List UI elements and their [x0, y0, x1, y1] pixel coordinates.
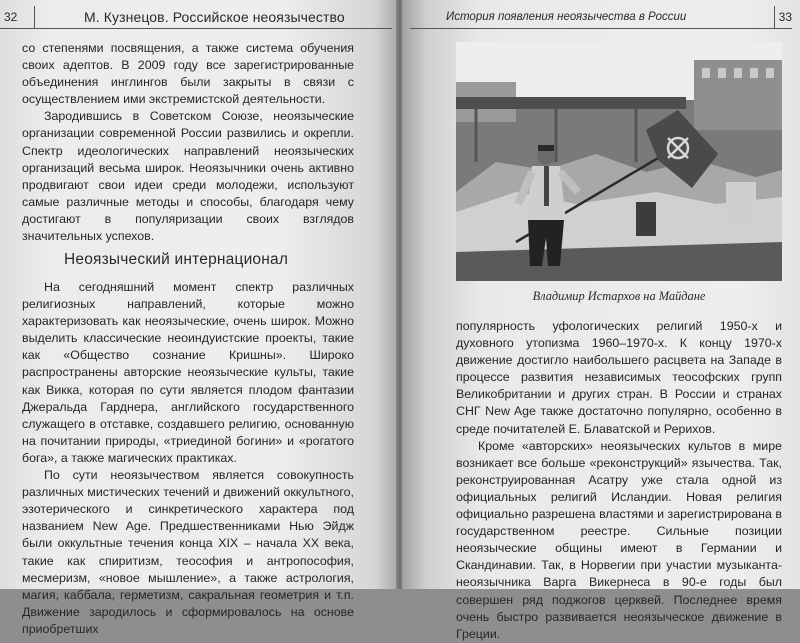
- paragraph: По сути неоязычеством является совокупность различных мистических течений и движений оккультного, эзотерического и синкретического характера под названием New Age. Предшественниками Нью Эйдж были оккультные течения конца XIX – начала XX века, такие как спиритизм, теософия и антропософия, месмеризм, «новое мышление», а также астрология, магия, каббала, герметизм, сакральная геометрия и т.п. Движение зародилось и сформировалось на основе приобретших: [22, 468, 354, 636]
- paragraph: На сегодняшний момент спектр различных религиозных направлений, которые можно характеризовать как неоязыческие, очень широк. Можно выделить классические неоиндуистские проекты, такие как «Общество сознание Кришны». Широко распространены авторские неоязыческие культы, такие как Викка, которая по сути является плодом фантазии Джеральда Гарднера, английского государственного служащего в отставке, создавшего религию, основанную на почитании природы, «триединой богини» и «рогатого бога», а также магических практиках.: [22, 280, 354, 465]
- right-running-header: [410, 6, 792, 29]
- photo-illustration: [456, 42, 782, 281]
- paragraph: популярность уфологических религий 1950-х и духовного утопизма 1960–1970-х. К концу 1970-х движение достигло наибольшего расцвета на Западе в процессе развития независимых теософских групп Великобритании и других стран. В России и странах СНГ New Age также достаточно популярно, особенно в среде почитателей Е. Блаватской и Рерихов.: [456, 319, 782, 436]
- paragraph: Кроме «авторских» неоязыческих культов в мире возникает все больше «реконструкций» язычества. Так, реконструированная Асатру уже стала одной из официальных религий Исландии. Новая религия официально разрешена властями и зарегистрирована в государственном реестре. Сильные позиции неоязыческие общины имеют в Германии и Скандинавии. Так, в Норвегии при участии музыканта-неоязычника Варга Викернеса в 90-е годы был совершен ряд поджогов церквей. Последнее время очень быстро развивается неоязыческое движение в Греции.: [456, 438, 782, 641]
- left-running-title: М. Кузнецов. Российское неоязычество: [84, 9, 345, 25]
- photo-caption: Владимир Истархов на Майдане: [532, 289, 706, 303]
- paragraph: Зародившись в Советском Союзе, неоязыческие организации современной России развились и окрепли. Спектр идеологических направлений неоязыческих организаций весьма широк. Неоязычники очень активно продвигают свои идеи среди молодежи, используют самые различные методы и способы, благодаря чему достигают в популяризации своих взглядов значительных успехов.: [22, 109, 354, 244]
- left-text-bottom: [22, 279, 354, 638]
- left-running-header: [0, 6, 392, 29]
- left-text-top: [22, 40, 354, 245]
- right-page-number: 33: [774, 6, 792, 28]
- right-running-title: История появления неоязычества в России: [446, 11, 687, 23]
- paragraph: со степенями посвящения, а также система обучения своих адептов. В 2009 году все зарегистрированные объединения инглингов были закрыты в связи с осуществлением ими экстремистской деятельности.: [22, 41, 354, 107]
- maidan-photo: [456, 42, 782, 281]
- left-page-number: 32: [4, 6, 35, 28]
- section-heading: Неоязыческий интернационал: [64, 251, 289, 268]
- right-text: [456, 318, 782, 643]
- left-page: [0, 0, 398, 636]
